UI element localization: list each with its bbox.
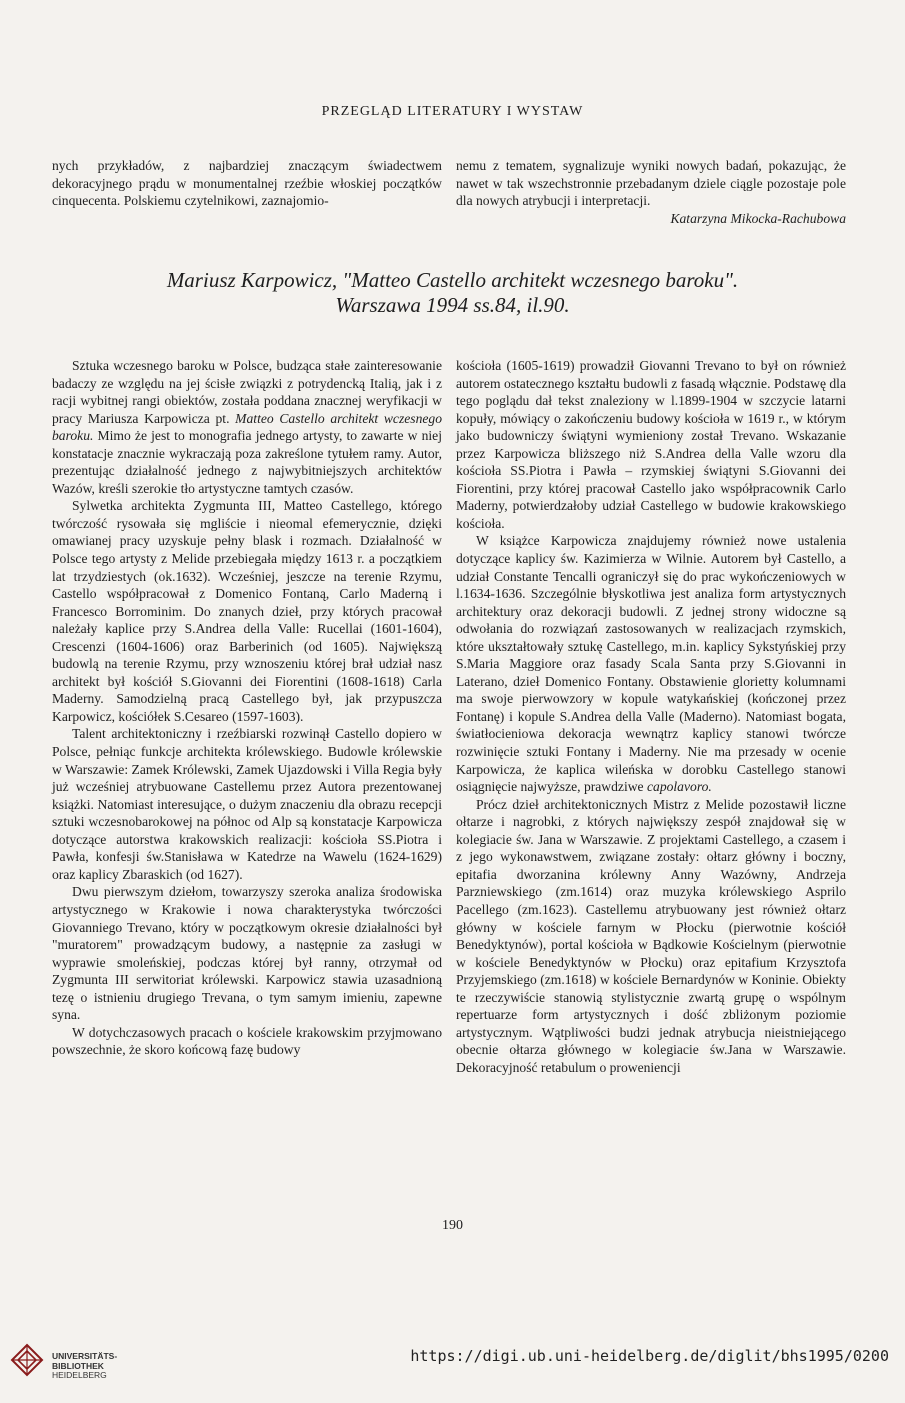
paragraph: kościoła (1605-1619) prowadził Giovanni Trevano to był on również autorem ostatecznego kształtu budowli z fasadą włącznie. Podstawę dla tego poglądu dał tekst znaleziony w l.1899-1904 w szczycie latarni kopuły, mówiący o zakończeniu budowy kościoła w 1619 r., w którym jako budowniczy świątyni wymieniony został Trevano. Wskazanie przez Karpowicza bliższego niż S.Andrea della Valle wzoru dla kościoła SS.Piotra i Pawła – rzymskiej świątyni S.Giovanni dei Fiorentini, przy której pracował Castello jako współpracownik Carlo Maderny, potwierdzałoby udział Castellego w budowie krakowskiego kościoła.: [456, 358, 846, 531]
library-name-line: UNIVERSITÄTS-: [52, 1351, 118, 1361]
paragraph: W książce Karpowicza znajdujemy również nowe ustalenia dotyczące kaplicy św. Kazimierza w Wilnie. Autorem był Castello, a udział Constante Tencalli ograniczył się do prac wykończeniowych w l.1634-1636. Szczególnie błyskotliwa jest analiza form artystycznych architektury oraz dekoracji budowli. Z jednej strony widoczne są odwołania do rozwiązań zastosowanych w realizacjach rzymskich, które ukształtowały sztukę Castellego, m.in. kaplicy Sykstyńskiej przy S.Maria Maggiore oraz fasady Scala Santa przy S.Giovanni in Laterano, dzieł Domenico Fontany. Obstawienie glorietty kolumnami ma swoje pierwowzory w kopule watykańskiej (kończonej przez Fontanę) i kopule S.Andrea della Valle (Maderno). Natomiast bogata, światłocieniowa dekoracja wewnątrz kaplicy stanowi twórcze rozwinięcie sztuki Fontany i Maderny. Nie ma przesady w ocenie Karpowicza, że kaplica wileńska w dorobku Castellego stanowi osiągnięcie najwyższe, prawdziwe capolavoro.: [456, 533, 846, 795]
running-header: PRZEGLĄD LITERATURY I WYSTAW: [321, 104, 584, 119]
paragraph: Prócz dzieł architektonicznych Mistrz z Melide pozostawił liczne ołtarze i nagrobki, z których największy zespół znajdował się w kolegiacie św. Jana w Warszawie. Z projektami Castellego, a czasem i z jego wykonawstwem, związane zostały: ołtarz główny i boczny, epitafia dworzanina królewny Anny Wazówny, Andrzeja Parzniewskiego (zm.1614) oraz muzyka królewskiego Asprilo Pacellego (zm.1623). Castellemu atrybuowany jest również ołtarz główny w kościele farnym w Płocku (pierwotnie kościół Benedyktynów), portal kościoła w Bądkowie Kościelnym (pierwotnie w kościele Benedyktynów w Płocku) oraz epitafium Krzysztofa Przyjemskiego (zm.1618) w kościele Bernardynów w Koninie. Obiekty te rzeczywiście stanowią stylistycznie zwartą grupę o wspólnym repertuarze form artystycznych i dość zbliżonym poziomie artystycznym. Wątpliwości budzi jednak atrybucja nieistniejącego obecnie ołtarza głównego w kolegiacie św.Jana w Warszawie. Dekoracyjność retabulum o proweniencji: [456, 796, 846, 1075]
review-title: [0, 268, 905, 318]
title-line-1: Mariusz Karpowicz, "Matteo Castello architekt wczesnego baroku".: [166, 268, 739, 292]
library-logo-icon: [10, 1343, 44, 1377]
paragraph: Talent architektoniczny i rzeźbiarski rozwinął Castello dopiero w Polsce, pełniąc funkcje architekta królewskiego. Budowle królewskie w Warszawie: Zamek Królewski, Zamek Ujazdowski i Villa Regia były już wcześniej atrybuowane Castellemu przez Autora prezentowanej książki. Natomiast interesujące, o dużym znaczeniu dla obrazu recepcji sztuki wczesnobarokowej na północ od Alp są konstatacje Karpowicza dotyczące autorstwa krakowskich realizacji: kościoła SS.Piotra i Pawła, konfesji św.Stanisława w Katedrze na Wawelu (1624-1629) oraz kaplicy Zbaraskich (od 1627).: [52, 726, 442, 882]
paragraph: nemu z tematem, sygnalizuje wyniki nowych badań, pokazując, że nawet w tak wszechstronnie przebadanym dziele ciągle pozostaje pole dla nowych atrybucji i interpretacji.: [456, 158, 846, 209]
paragraph: Sztuka wczesnego baroku w Polsce, budząca stałe zainteresowanie badaczy ze względu na jej ścisłe związki z potrydencką Italią, jak i z racji wybitnej rangi obiektów, została poddana znacznej weryfikacji w pracy Mariusza Karpowicza pt. Matteo Castello architekt wczesnego baroku. Mimo że jest to monografia jednego artysty, to zawarte w niej konstatacje znacznie wykraczają poza zakreślone tytułem ramy. Autor, prezentując działalność jednego z najwybitniejszych architektów Wazów, kreśli szerokie tło artystyczne tamtych czasów.: [52, 358, 443, 496]
paragraph: Sylwetka architekta Zygmunta III, Matteo Castellego, którego twórczość rysowała się mgliście i nieomal efemerycznie, dzięki omawianej pracy uzyskuje pełny blask i rozmach. Działalność w Polsce tego artysty z Melide przebiegała między 1613 r. a początkiem lat trzydziestych (ok.1632). Wcześniej, jeszcze na terenie Rzymu, Castello współpracował z Domenico Fontaną, Carlo Maderną i Francesco Borrominim. Do znanych dzieł, przy których pracował należały kaplice przy S.Andrea della Valle: Rucellai (1601-1604), Crescenzi (1604-1606) oraz Barberinich (od 1605). Największą budowlą na terenie Rzymu, przy wznoszeniu której brał udział nasz architekt był kościół S.Giovanni dei Fiorentini (1608-1618) Carla Maderny. Samodzielną pracą Castellego był, jak przypuszcza Karpowicz, kościółek S.Cesareo (1597-1603).: [52, 498, 442, 724]
paragraph: Dwu pierwszym dziełom, towarzyszy szeroka analiza środowiska artystycznego w Krakowie i nowa charakterystyka twórczości Giovanniego Trevano, który w początkowym okresie działalności był "muratorem" prowadzącym budowy, a następnie za zasługi w wyprawie smoleńskiej, podczas której był ranny, otrzymał od Zygmunta III serwitoriat królewski. Karpowicz stawia uzasadnioną tezę o istnieniu drugiego Trevana, o tym samym imieniu, zapewne syna.: [52, 884, 442, 1023]
paragraph: nych przykładów, z najbardziej znaczącym świadectwem dekoracyjnego prądu w monumentalnej rzeźbie włoskiej początków cinquecenta. Polskiemu czytelnikowi, zaznajomio-: [52, 158, 442, 209]
library-name: [52, 1352, 117, 1381]
library-name-line: BIBLIOTHEK: [52, 1360, 104, 1371]
reviewer-signature: Katarzyna Mikocka-Rachubowa: [670, 210, 846, 226]
body-column-right: [456, 357, 846, 1076]
previous-review-end-left: [52, 157, 442, 210]
page-number: 190: [442, 1218, 463, 1233]
paragraph: W dotychczasowych pracach o kościele krakowskim przyjmowano powszechnie, że skoro końcową fazę budowy: [52, 1024, 442, 1058]
body-column-left: [52, 357, 442, 1059]
title-line-2: Warszawa 1994 ss.84, il.90.: [335, 293, 570, 317]
source-url-link[interactable]: https://digi.ub.uni-heidelberg.de/diglit/bhs1995/0200: [410, 1347, 889, 1365]
library-name-line: HEIDELBERG: [52, 1370, 107, 1380]
previous-review-end-right: [456, 157, 846, 227]
